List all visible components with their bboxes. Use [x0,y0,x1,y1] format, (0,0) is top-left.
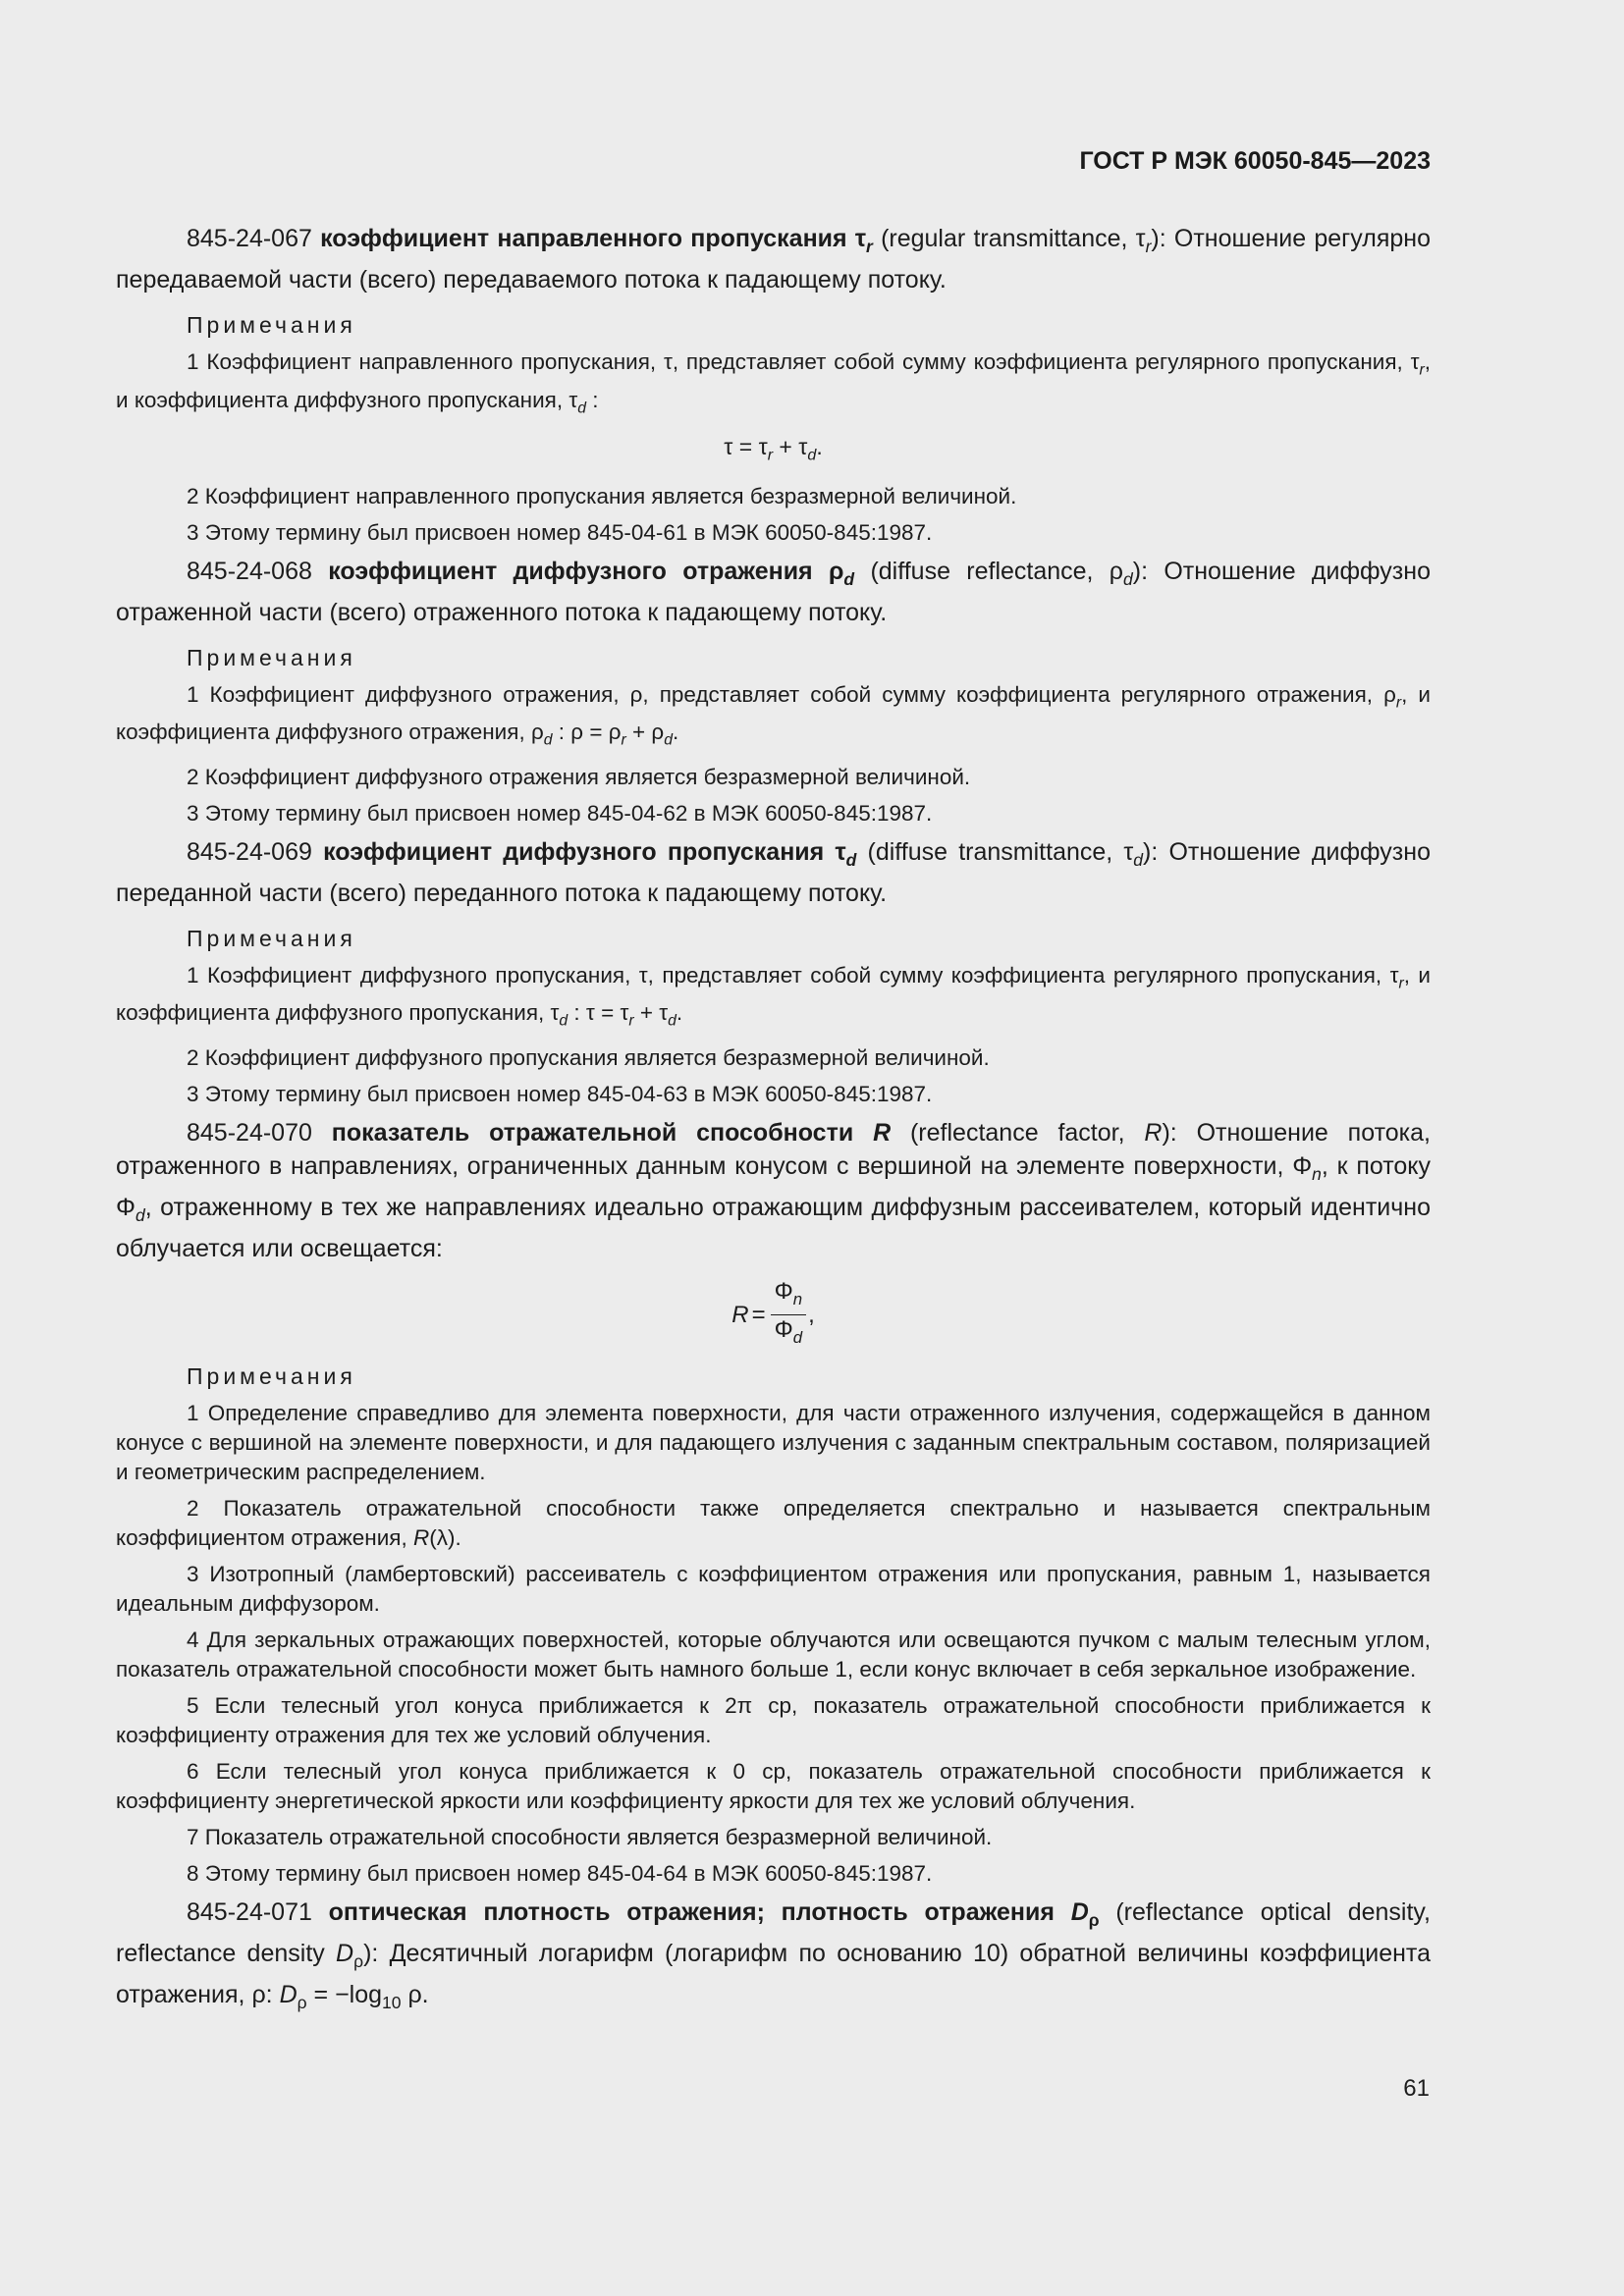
term-number: 845-24-070 [187,1118,312,1147]
note-2: 2 Показатель отражательной способности также определяется спектрально и называется спектральным коэффициентом отражения, R(λ). [116,1495,1431,1550]
formula: $\tau = \tau_r + \tau_d$. [724,434,823,464]
term-english: (diffuse reflectance, $\rho_d$ [870,557,1133,589]
term-name: показатель отражательной способности R [331,1118,892,1147]
note-1: 1 Коэффициент диффузного пропускания, τ, представляет собой сумму коэффициента регулярного пропускания, $\tau_r$, и коэффициента диффузного пропускания, $\tau_d$ : $\tau = \tau_r + \tau_d$. [116,962,1431,1030]
term-number: 845-24-067 [187,225,312,252]
note-1: 1 Коэффициент диффузного отражения, ρ, представляет собой сумму коэффициента регулярного отражения, $\rho_r$, и коэффициента диффузного отражения, $\rho_d$ : $\rho = \rho_r + \rho_d$. [116,681,1432,749]
term-entry-070 [116,1116,1431,1265]
note-3: 3 Этому термину был присвоен номер 845-04-63 в МЭК 60050-845:1987. [187,1081,933,1106]
note-5: 5 Если телесный угол конуса приближается к 2π ср, показатель отражательной способности приближается к коэффициенту отражения для тех же условий облучения. [116,1692,1431,1747]
note-1: 1 Определение справедливо для элемента поверхности, для части отраженного излучения, содержащейся в данном конусе с вершиной на элементе поверхности, и для падающего излучения с заданным спектральным составом, поляризацией и геометрическим распределением. [116,1400,1431,1484]
note-1: 1 Коэффициент направленного пропускания, τ, представляет собой сумму коэффициента регулярного пропускания, $\tau_r$, и коэффициента диффузного пропускания, $\tau_d$ : [116,349,1431,416]
term-definition: ): Отношение регулярно передаваемой части (всего) передаваемого потока к падающему потоку. [116,225,1431,294]
term-english: (diffuse transmittance, $\tau_d$ [867,837,1144,870]
term-number: 845-24-071 [187,1897,312,1926]
note-7: 7 Показатель отражательной способности является безразмерной величиной. [187,1824,993,1849]
notes-title: Примечания [187,312,356,338]
term-english: (reflectance factor, R [909,1118,1163,1147]
term-definition: ): Отношение потока, отраженного в направлениях, ограниченных данным конусом с вершиной на элементе поверхности, $\Phi_n$, к потоку $\Phi_d$, отраженному в тех же направлениях идеально отражающим диффузным рассеивателем, который идентично облучается или освещается: [116,1118,1431,1262]
term-entry-068 [116,555,1431,629]
note-2: 2 Коэффициент диффузного отражения является безразмерной величиной. [187,764,971,789]
notes-title: Примечания [187,644,356,670]
note-2: 2 Коэффициент направленного пропускания является безразмерной величиной. [187,483,1017,508]
term-name: коэффициент направленного пропускания $\tau_r$ [320,225,873,256]
term-definition: ): Отношение диффузно переданной части (всего) переданного потока к падающему потоку. [116,837,1431,907]
term-number: 845-24-068 [187,557,312,585]
term-entry-067 [116,222,1431,296]
note-3: 3 Этому термину был присвоен номер 845-04-62 в МЭК 60050-845:1987. [187,800,933,826]
note-8: 8 Этому термину был присвоен номер 845-04-64 в МЭК 60050-845:1987. [187,1860,933,1886]
term-definition: ): Отношение диффузно отраженной части (всего) отраженного потока к падающему потоку. [116,557,1431,626]
note-3: 3 Изотропный (ламбертовский) рассеиватель с коэффициентом отражения или пропускания, равным 1, называется идеальным диффузором. [116,1561,1431,1616]
note-2: 2 Коэффициент диффузного пропускания является безразмерной величиной. [187,1044,990,1070]
formula-fraction: R = $\frac{\Phi_n}{\Phi_d}$ , [731,1278,815,1347]
notes-title: Примечания [187,925,356,951]
term-number: 845-24-069 [187,837,312,866]
note-4: 4 Для зеркальных отражающих поверхностей, которые облучаются или освещаются пучком с малым телесным углом, показатель отражательной способности может быть намного больше 1, если конус включает в себя зеркальное изображение. [116,1627,1431,1682]
term-name: коэффициент диффузного отражения $\rho_d$ [328,557,855,589]
term-english: (reflectance optical density, reflectance density $D_\rho$ [116,1897,1432,1971]
term-entry-069 [116,835,1431,910]
page-number: 61 [1403,2075,1430,2102]
note-3: 3 Этому термину был присвоен номер 845-04-61 в МЭК 60050-845:1987. [187,519,933,545]
document-header: ГОСТ Р МЭК 60050-845—2023 [1079,147,1431,175]
page-content [116,222,1431,2033]
term-name: оптическая плотность отражения; плотность отражения $D_\rho$ [328,1897,1100,1930]
notes-title: Примечания [187,1362,356,1389]
term-english: (regular transmittance, $\tau_r$ [881,225,1152,256]
term-name: коэффициент диффузного пропускания $\tau_d$ [323,837,857,870]
term-entry-071 [116,1896,1431,2019]
note-6: 6 Если телесный угол конуса приближается к 0 ср, показатель отражательной способности приближается к коэффициенту энергетической яркости или коэффициенту яркости для тех же условий облучения. [116,1758,1431,1813]
term-definition: ): Десятичный логарифм (логарифм по основанию 10) обратной величины коэффициента отражения, ρ: $D_\rho = -\log_{10}$ ρ. [116,1939,1431,2012]
